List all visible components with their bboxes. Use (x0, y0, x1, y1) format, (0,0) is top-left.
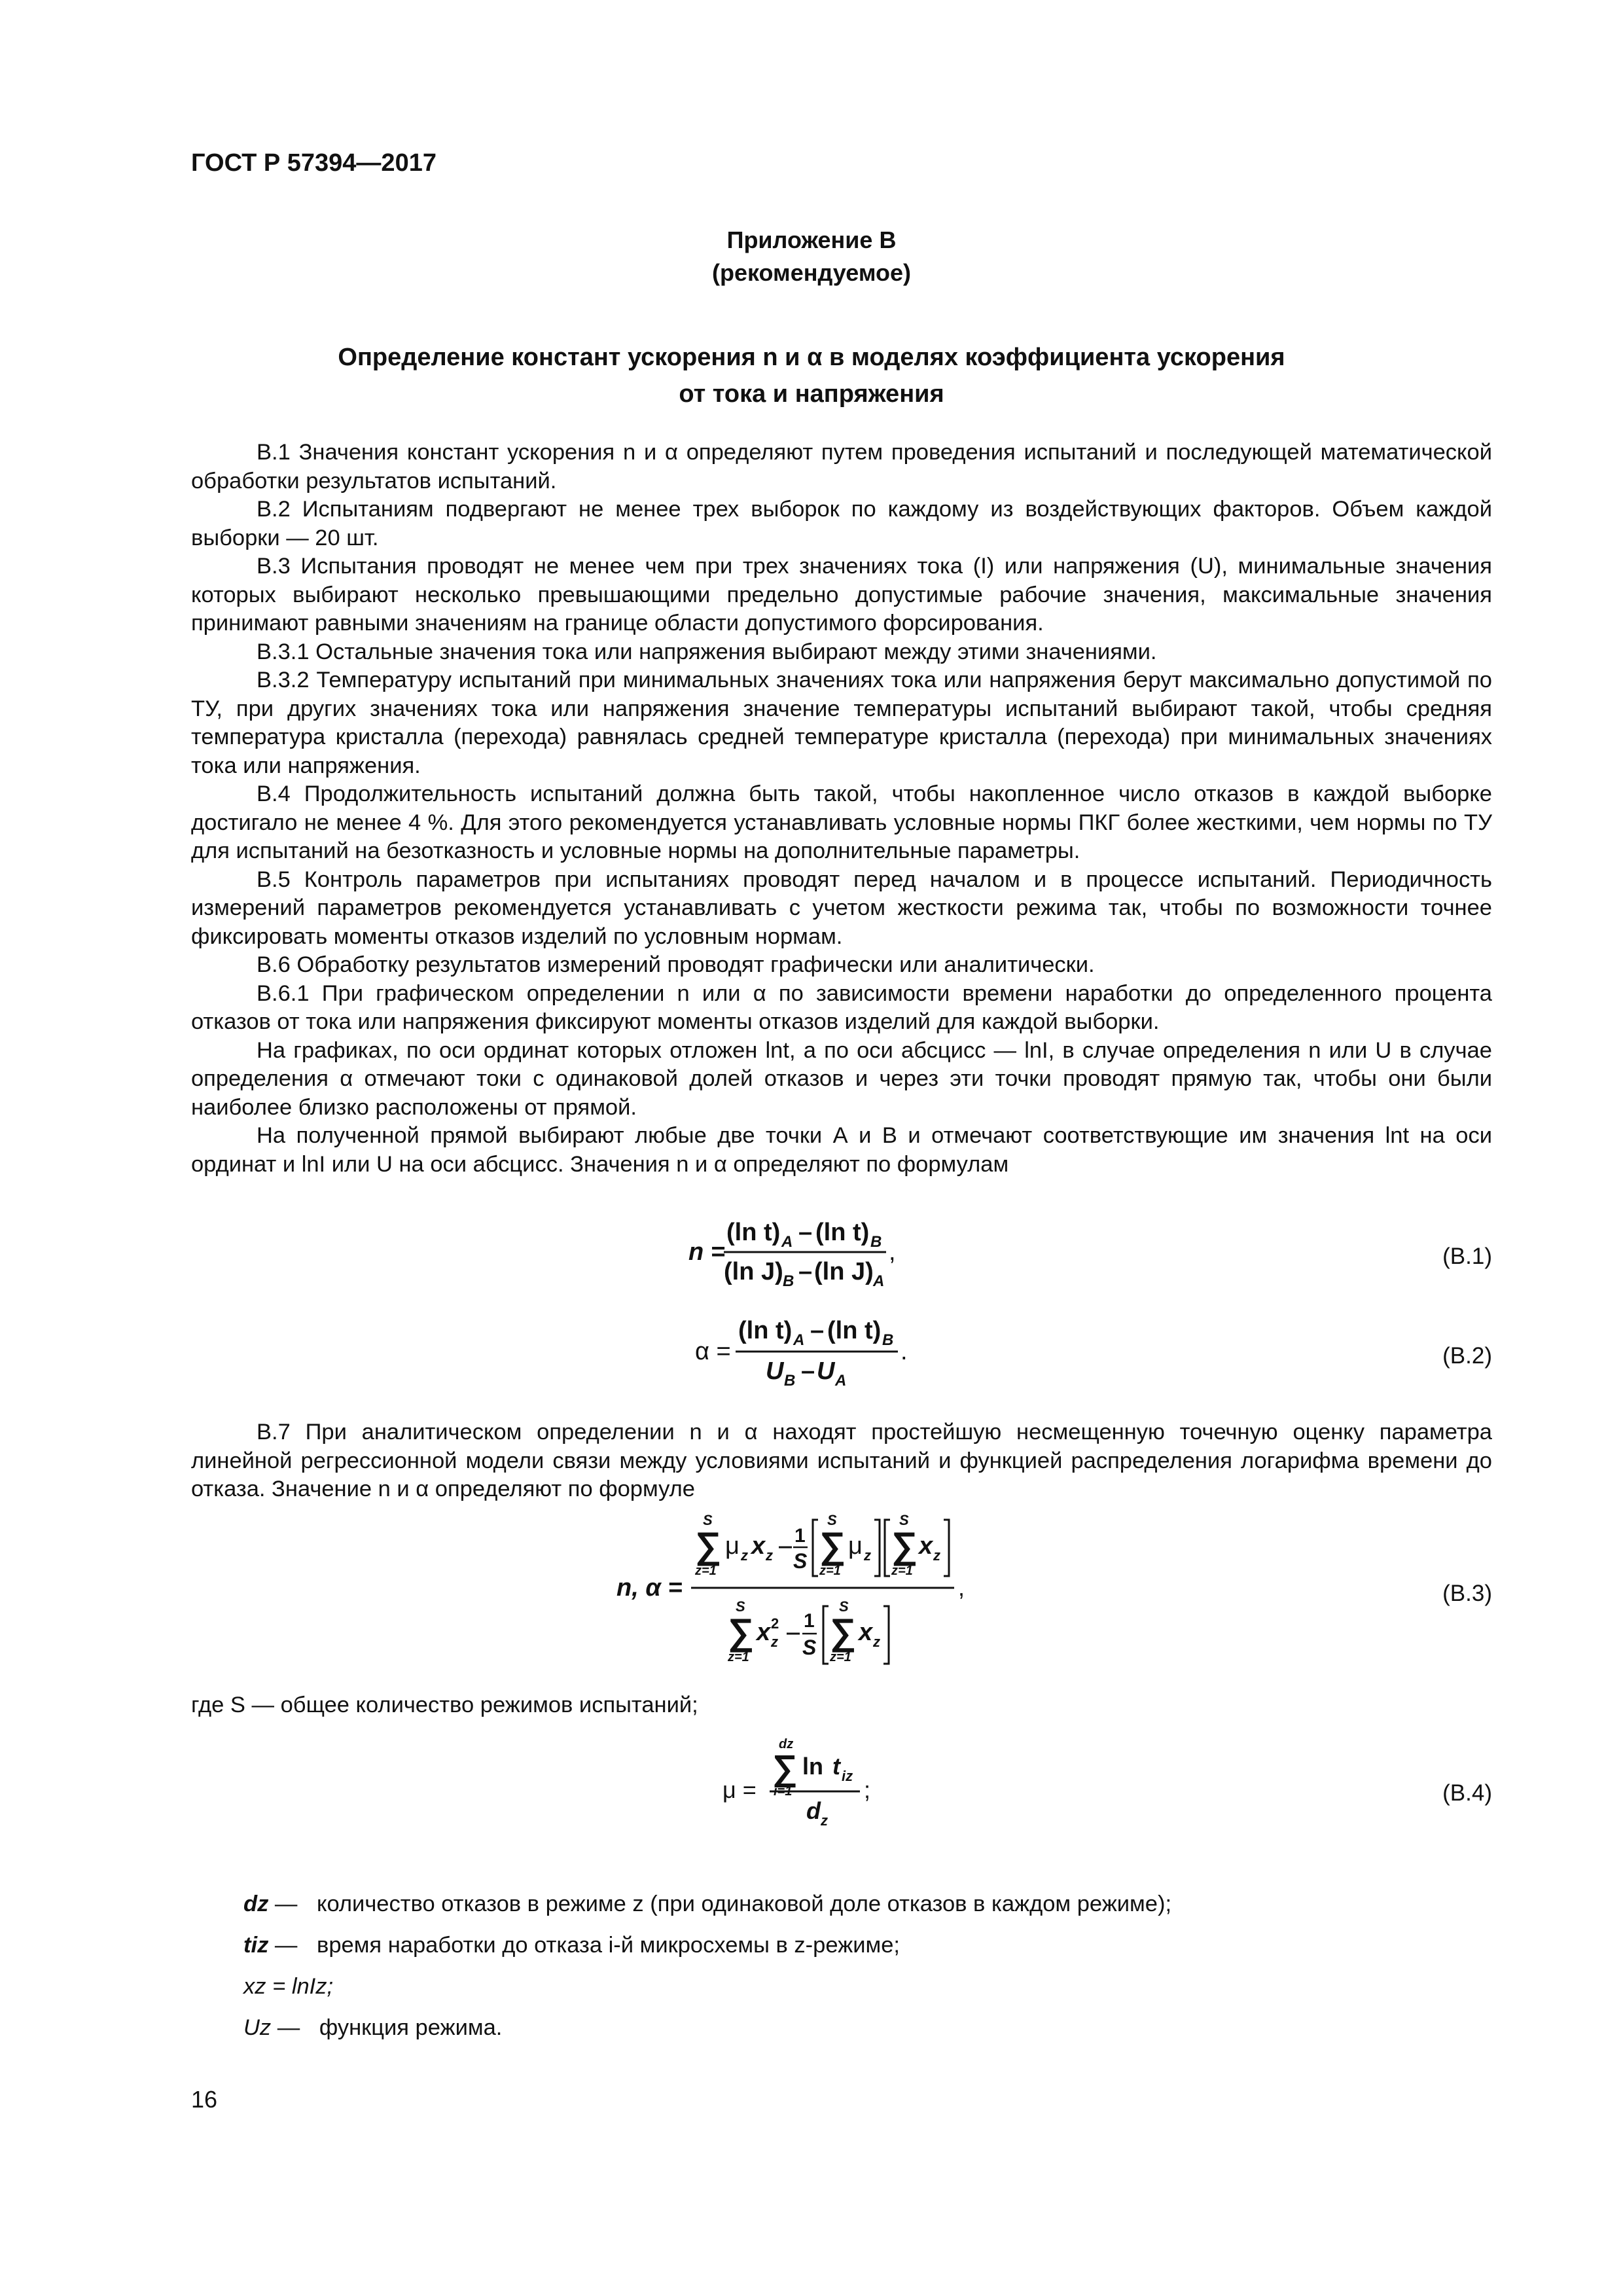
definition-dz-text: количество отказов в режиме z (при одинаковой доле отказов в каждом режиме); (317, 1892, 1172, 1916)
definition-uz-text: функция режима. (319, 2015, 503, 2040)
b2-den-a: U (766, 1357, 784, 1385)
b1-num-sub-b: B (870, 1233, 882, 1251)
definition-dz-dash: — (274, 1892, 298, 1916)
b4-den: d (806, 1797, 821, 1824)
paragraph-graphs: На графиках, по оси ординат которых отложен lnt, а по оси абсцисс — lnI, в случае определения n или U в случае определения α отмечают токи с одинаковой долей отказов и через эти точки проводят прямую так, чтобы они были наиболее близко расположены от прямой. (191, 1037, 1492, 1120)
b3-sum2-sigma: ∑ (819, 1524, 846, 1566)
b1-minus-den: – (798, 1258, 813, 1285)
b4-lhs: μ = (722, 1776, 757, 1803)
b3-bracket3-right (883, 1606, 889, 1664)
b3-sum1-upper: S (703, 1511, 713, 1528)
definition-tiz-text: время наработки до отказа i-й микросхемы в z-режиме; (317, 1933, 900, 1958)
annex-title-line-2: от тока и напряжения (679, 380, 944, 408)
b3-mu2: μ (848, 1532, 863, 1560)
formula-b2 (191, 1308, 1492, 1393)
formula-b1 (191, 1204, 1492, 1302)
where-text: где S — общее количество режимов испытаний; (191, 1692, 698, 1717)
b3-number: (В.3) (1442, 1580, 1492, 1606)
definition-dz-symbol: dz (243, 1892, 269, 1916)
b3-S-den: S (802, 1635, 817, 1659)
b3-bracket2-left (885, 1520, 890, 1576)
b3-sum5-sigma: ∑ (830, 1610, 856, 1652)
b1-num-a: (ln t) (726, 1219, 781, 1246)
definition-tiz-symbol: tiz (243, 1933, 269, 1958)
paragraph-b1: В.1 Значения констант ускорения n и α определяют путем проведения испытаний и последующей математической обработки результатов испытаний. (191, 440, 1492, 493)
b3-x1: x (751, 1532, 766, 1560)
b1-den-sub-b: A (873, 1272, 885, 1290)
b3-bracket2-right (944, 1520, 949, 1576)
definition-uz-symbol: Uz (243, 2015, 272, 2040)
formula-b1-graphic (191, 1204, 1492, 1302)
b3-x4-sup: 2 (771, 1615, 779, 1632)
b3-sum3-sigma: ∑ (891, 1524, 918, 1566)
definition-uz (243, 2015, 502, 2041)
b3-sum4-sigma: ∑ (728, 1610, 754, 1652)
paragraph-b3: В.3 Испытания проводят не менее чем при трех значениях тока (I) или напряжения (U), минимальные значения которых выбирают несколько превышающими предельно допустимые рабочие значения, максимальные значения принимают равными значениям на границе области допустимого форсирования. (191, 554, 1492, 636)
definition-dz (243, 1892, 1171, 1917)
b2-den-b: U (817, 1357, 835, 1385)
b3-x4-sub: z (771, 1633, 778, 1650)
b3-sum2-lower: z=1 (819, 1563, 841, 1578)
b3-bracket1-left (813, 1520, 818, 1576)
paragraph-b3-2: В.3.2 Температуру испытаний при минимальных значениях тока или напряжения берут максимально допустимой по ТУ, при других значениях тока или напряжения значение температуры испытаний выбирают такой, чтобы средняя температура кристалла (перехода) равнялась средней температуре кристалла (перехода) при минимальных значениях тока или напряжения. (191, 668, 1492, 778)
b2-tail: . (901, 1338, 908, 1365)
b2-den-sub-a: B (784, 1372, 796, 1390)
b4-den-sub: z (821, 1812, 828, 1829)
b3-sum4-lower: z=1 (728, 1649, 749, 1664)
standard-code: ГОСТ Р 57394—2017 (191, 149, 437, 177)
b3-x1-sub: z (766, 1547, 773, 1564)
b1-den-b: (ln J) (814, 1258, 874, 1285)
b1-tail: , (889, 1238, 896, 1266)
annex-heading (0, 224, 1623, 289)
b2-num-b: (ln t) (827, 1317, 882, 1344)
b1-num-b: (ln t) (815, 1219, 870, 1246)
b2-num-a: (ln t) (738, 1317, 793, 1344)
b2-number: (В.2) (1442, 1343, 1492, 1369)
paragraph-b3-1: В.3.1 Остальные значения тока или напряжения выбирают между этими значениями. (257, 639, 1157, 664)
b3-sum3-lower: z=1 (891, 1563, 913, 1578)
b3-bracket1-right (874, 1520, 880, 1576)
b3-mu1: μ (725, 1532, 740, 1560)
b1-den-a: (ln J) (724, 1258, 783, 1285)
definition-xz-symbol: xz = lnIz; (243, 1974, 334, 1999)
paragraph-b5: В.5 Контроль параметров при испытаниях проводят перед началом и в процессе испытаний. Периодичность измерений параметров рекомендуется устанавливать с учетом жесткости режима так, чтобы по возможности точнее фиксировать моменты отказов изделий по условным нормам. (191, 867, 1492, 949)
b3-tail: , (958, 1573, 965, 1601)
paragraph-b2: В.2 Испытаниям подвергают не менее трех выборок по каждому из воздействующих факторов. Объем каждой выборки — 20 шт. (191, 497, 1492, 550)
b2-num-sub-b: B (882, 1331, 894, 1349)
b3-one-den: 1 (804, 1609, 815, 1632)
formula-b2-graphic (191, 1308, 1492, 1393)
b3-sum1-sigma: ∑ (695, 1524, 721, 1566)
definition-tiz (243, 1933, 900, 1958)
b2-minus-den: – (801, 1357, 815, 1385)
b4-tail: ; (864, 1776, 871, 1803)
paragraph-points: На полученной прямой выбирают любые две точки А и В и отмечают соответствующие им значения lnt на оси ординат и lnI или U на оси абсцисс. Значения n и α определяют по формулам (191, 1123, 1492, 1177)
b4-ln: ln (802, 1753, 823, 1780)
b3-x5-sub: z (873, 1633, 880, 1650)
b3-x3-sub: z (933, 1547, 940, 1564)
b3-one-num: 1 (794, 1524, 806, 1547)
b4-number: (В.4) (1442, 1780, 1492, 1806)
formula-b4 (191, 1731, 1492, 1842)
b4-t: t (832, 1753, 840, 1780)
paragraph-b4: В.4 Продолжительность испытаний должна быть такой, чтобы накопленное число отказов в каждой выборке достигало не менее 4 %. Для этого рекомендуется устанавливать условные нормы ПКГ более жесткими, чем нормы по ТУ для испытаний на безотказность и условные нормы на дополнительные параметры. (191, 781, 1492, 863)
b4-sigma: ∑ (772, 1748, 798, 1787)
b4-sum-lower: i=1 (774, 1784, 793, 1799)
annex-status: (рекомендуемое) (712, 259, 911, 286)
b2-lhs: α = (695, 1338, 731, 1365)
b4-sum-upper: dz (779, 1737, 794, 1751)
b3-x5: x (859, 1618, 873, 1646)
annex-title (196, 339, 1427, 412)
b3-sum4-upper: S (736, 1598, 745, 1615)
definition-uz-dash: — (277, 2015, 300, 2040)
paragraph-b7: В.7 При аналитическом определении n и α находят простейшую несмещенную точечную оценку параметра линейной регрессионной модели связи между условиями испытаний и функцией распределения логарифма времени до отказа. Значение n и α определяют по формуле (191, 1420, 1492, 1501)
b3-lhs: n, α = (616, 1573, 683, 1602)
paragraph-b6: В.6 Обработку результатов измерений проводят графически или аналитически. (257, 952, 1095, 977)
b3-mu1-sub: z (741, 1547, 748, 1564)
b2-den-sub-b: A (835, 1372, 847, 1390)
definition-tiz-dash: — (274, 1933, 298, 1958)
paragraph-b6-1: В.6.1 При графическом определении n или α по зависимости времени наработки до определенного процента отказов от тока или напряжения фиксируют моменты отказов изделий для каждой выборки. (191, 980, 1492, 1034)
b3-bracket3-left (823, 1606, 829, 1664)
b2-num-sub-a: A (793, 1331, 805, 1349)
b1-lhs: n = (688, 1238, 725, 1266)
formula-b3 (191, 1509, 1492, 1679)
b1-num-sub-a: A (781, 1233, 793, 1251)
b3-x4: x (757, 1618, 771, 1646)
b2-minus-num: – (810, 1317, 825, 1344)
b3-x3: x (919, 1532, 933, 1560)
b1-number: (В.1) (1442, 1244, 1492, 1269)
formula-b4-graphic (191, 1731, 1492, 1842)
b3-sum3-upper: S (899, 1511, 909, 1528)
page-number: 16 (191, 2086, 218, 2113)
b3-sum5-lower: z=1 (830, 1649, 851, 1664)
b3-sum2-upper: S (827, 1511, 837, 1528)
b3-mu2-sub: z (864, 1547, 871, 1564)
formula-b3-graphic (191, 1509, 1492, 1679)
b3-sum1-lower: z=1 (695, 1563, 717, 1578)
body-text (191, 439, 1492, 1842)
b3-S-num: S (793, 1549, 808, 1573)
annex-title-line-1: Определение констант ускорения n и α в моделях коэффициента ускорения (338, 344, 1285, 371)
b4-t-sub: iz (842, 1768, 853, 1784)
definition-xz (243, 1974, 333, 2000)
b1-minus-num: – (798, 1219, 813, 1246)
b1-den-sub-a: B (783, 1272, 794, 1290)
b3-sum5-upper: S (839, 1598, 849, 1615)
annex-label: Приложение В (726, 226, 897, 253)
